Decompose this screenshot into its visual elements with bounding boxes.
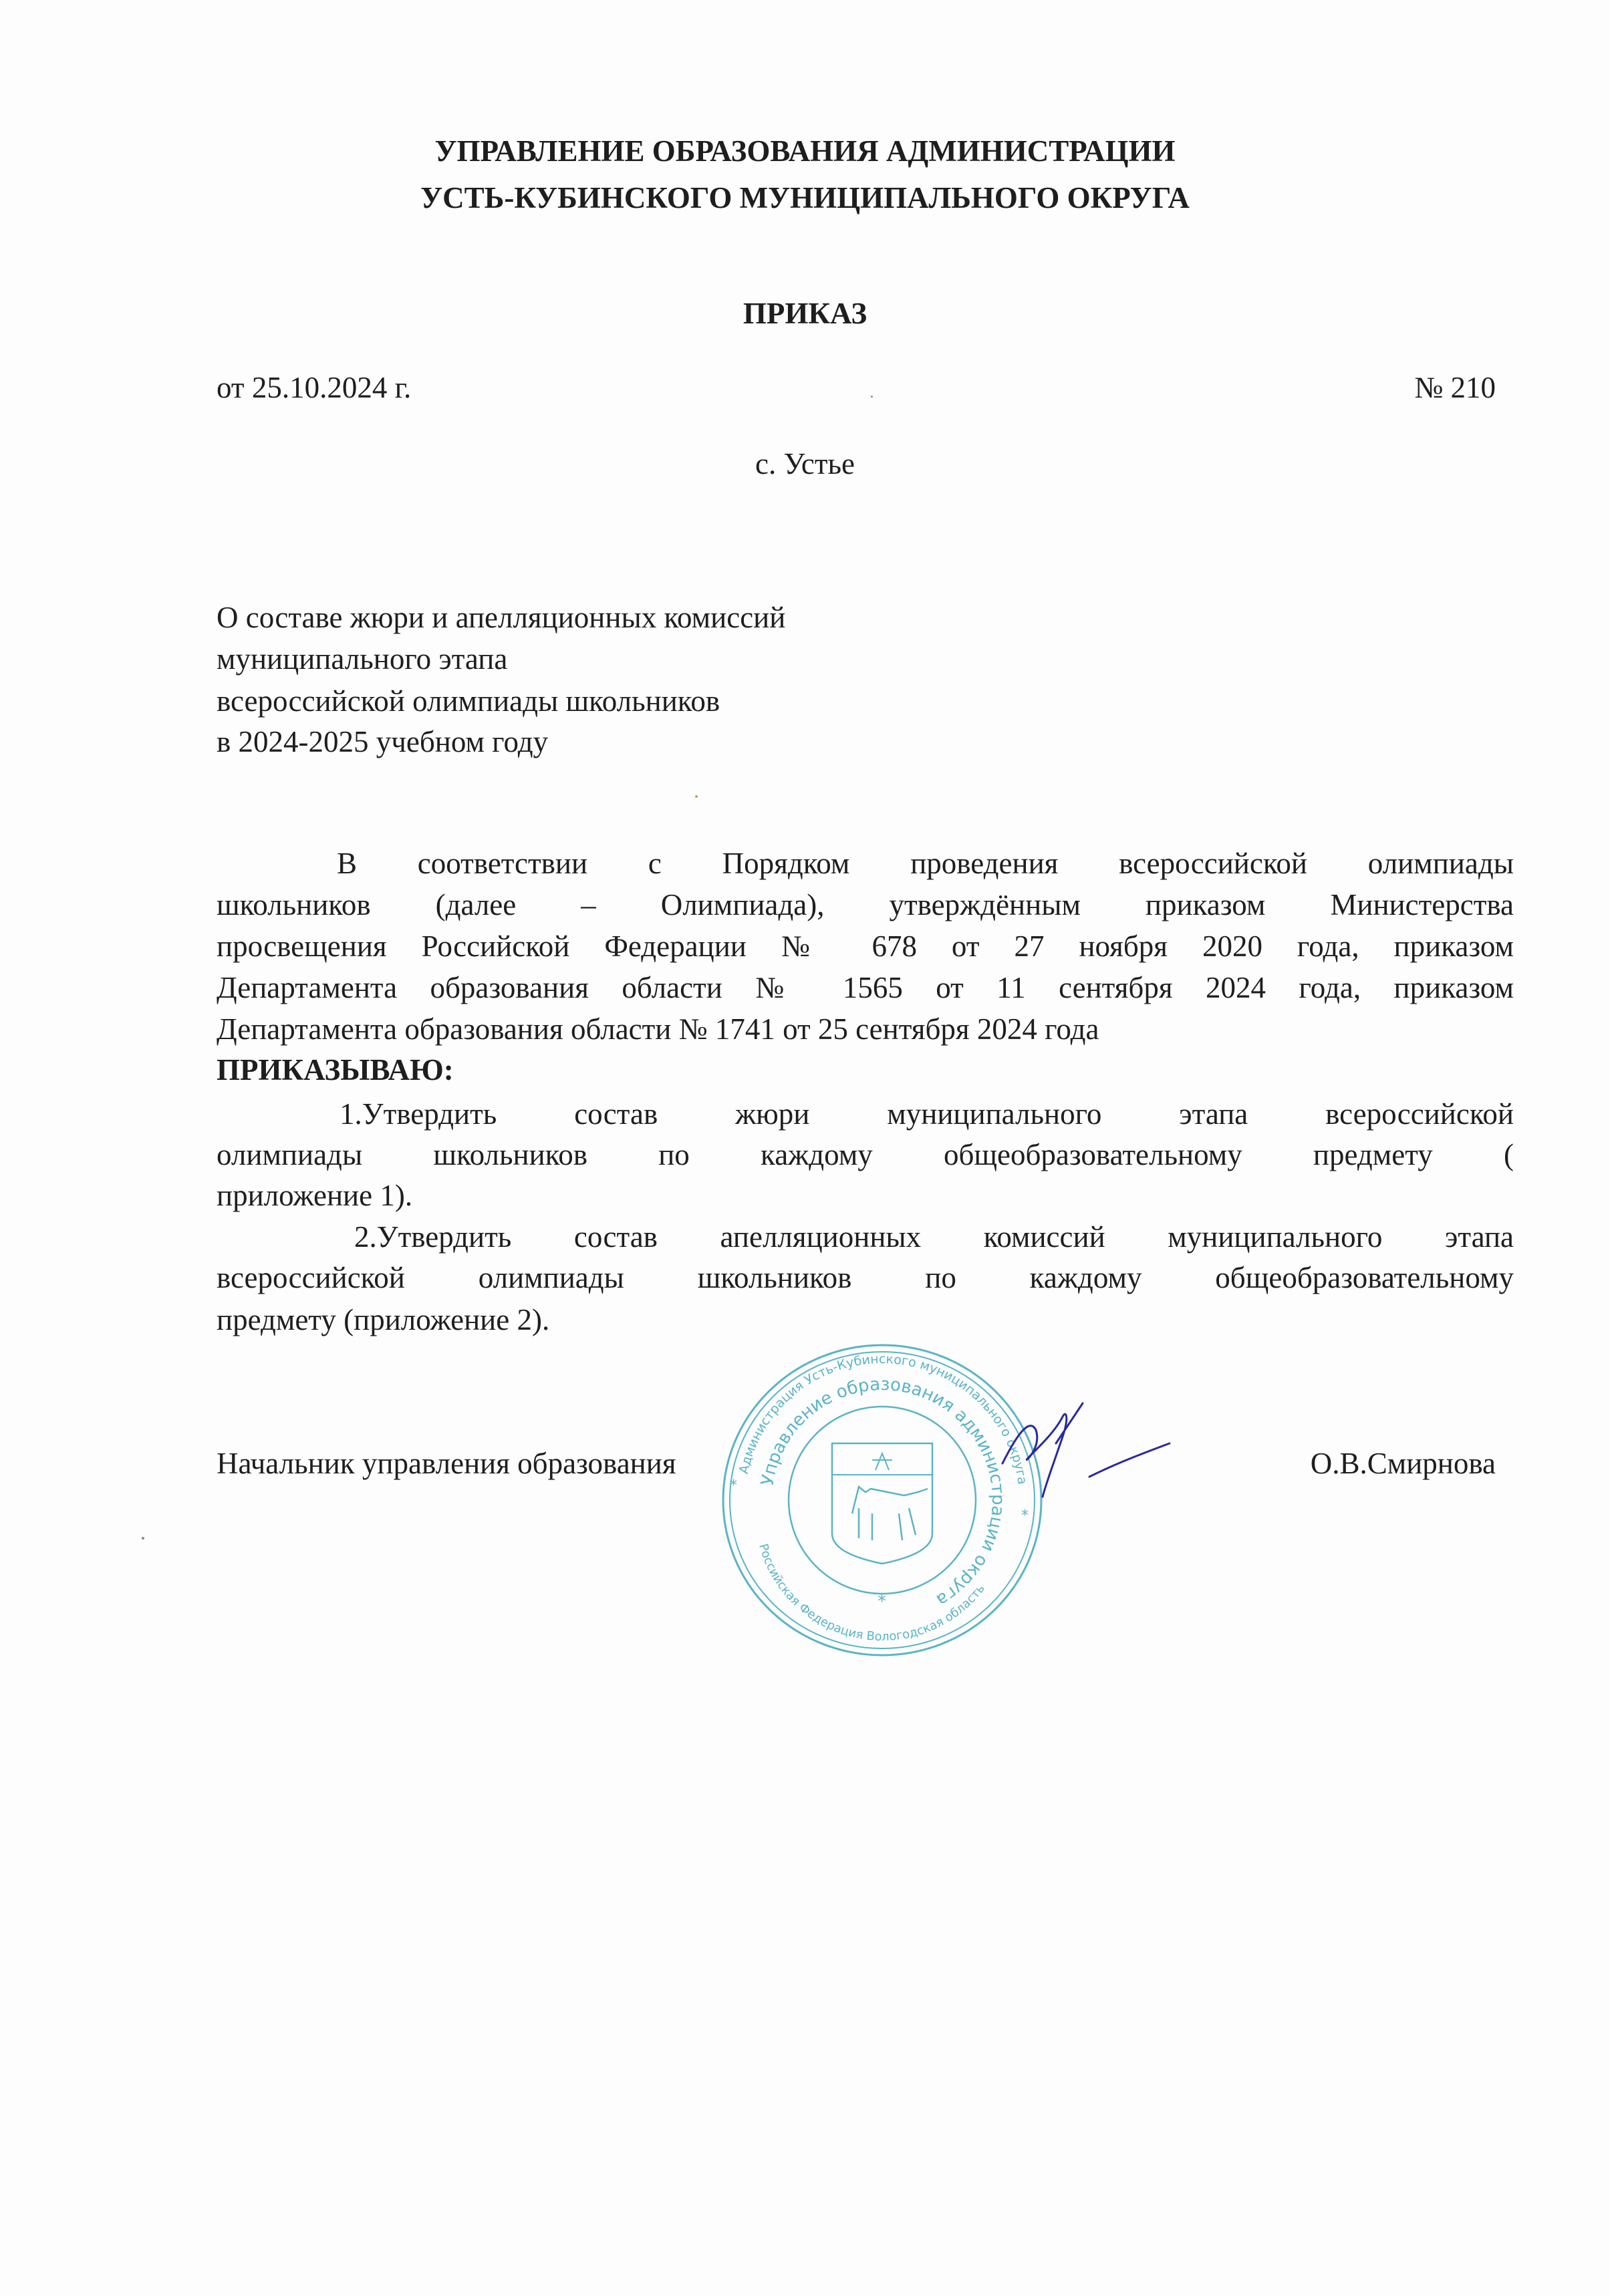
svg-text:*: * [1021,1508,1029,1524]
handwritten-signature [989,1390,1176,1510]
svg-text:*: * [878,1592,886,1612]
stamp-bottom-text: Российская Федерация Вологодская область [756,1542,988,1644]
subject-line: всероссийской олимпиады школьников [217,684,720,718]
stamp-inner-text: Управление образования администрации округа [757,1374,1009,1610]
svg-text:*: * [730,1477,737,1494]
place: с. Устье [755,447,855,480]
order-date: от 25.10.2024 г. [217,371,412,404]
preamble-line: В соответствии с Порядком проведения всероссийской олимпиады [337,847,1514,880]
svg-text:Управление образования админис [757,1375,1008,1610]
scan-speck [871,396,873,398]
item-line: приложение 1). [217,1179,413,1212]
scan-speck [142,1537,144,1540]
header-line-2: УСТЬ-КУБИНСКОГО МУНИЦИПАЛЬНОГО ОКРУГА [420,181,1190,214]
subject-line: муниципального этапа [217,642,508,676]
document-type: ПРИКАЗ [743,297,867,330]
preamble-line: школьников (далее – Олимпиада), утверждённым приказом Министерства [217,888,1514,921]
item-line: 1.Утвердить состав жюри муниципального этапа всероссийской [340,1097,1514,1131]
subject-line: в 2024-2025 учебном году [217,725,549,758]
item-line: всероссийской олимпиады школьников по каждому общеобразовательному [217,1261,1514,1294]
item-line: 2.Утвердить состав апелляционных комиссий муниципального этапа [354,1220,1514,1254]
subject-line: О составе жюри и апелляционных комиссий [217,601,786,634]
stamp-outer-text: Администрация Усть-Кубинского муниципального округа [736,1351,1030,1485]
signatory-position: Начальник управления образования [217,1447,676,1480]
preamble-line: просвещения Российской Федерации № 678 от 27 ноября 2020 года, приказом [217,929,1514,963]
item-line: предмету (приложение 2). [217,1303,550,1336]
order-number: № 210 [1414,371,1496,404]
preamble-line: Департамента образования области № 1565 от 11 сентября 2024 года, приказом [217,971,1514,1004]
order-word: ПРИКАЗЫВАЮ: [217,1053,454,1087]
item-line: олимпиады школьников по каждому общеобразовательному предмету ( [217,1138,1514,1171]
scan-speck [695,795,698,798]
signatory-name: О.В.Смирнова [1310,1447,1496,1480]
preamble-line: Департамента образования области № 1741 от 25 сентября 2024 года [217,1012,1099,1046]
header-line-1: УПРАВЛЕНИЕ ОБРАЗОВАНИЯ АДМИНИСТРАЦИИ [434,134,1176,168]
